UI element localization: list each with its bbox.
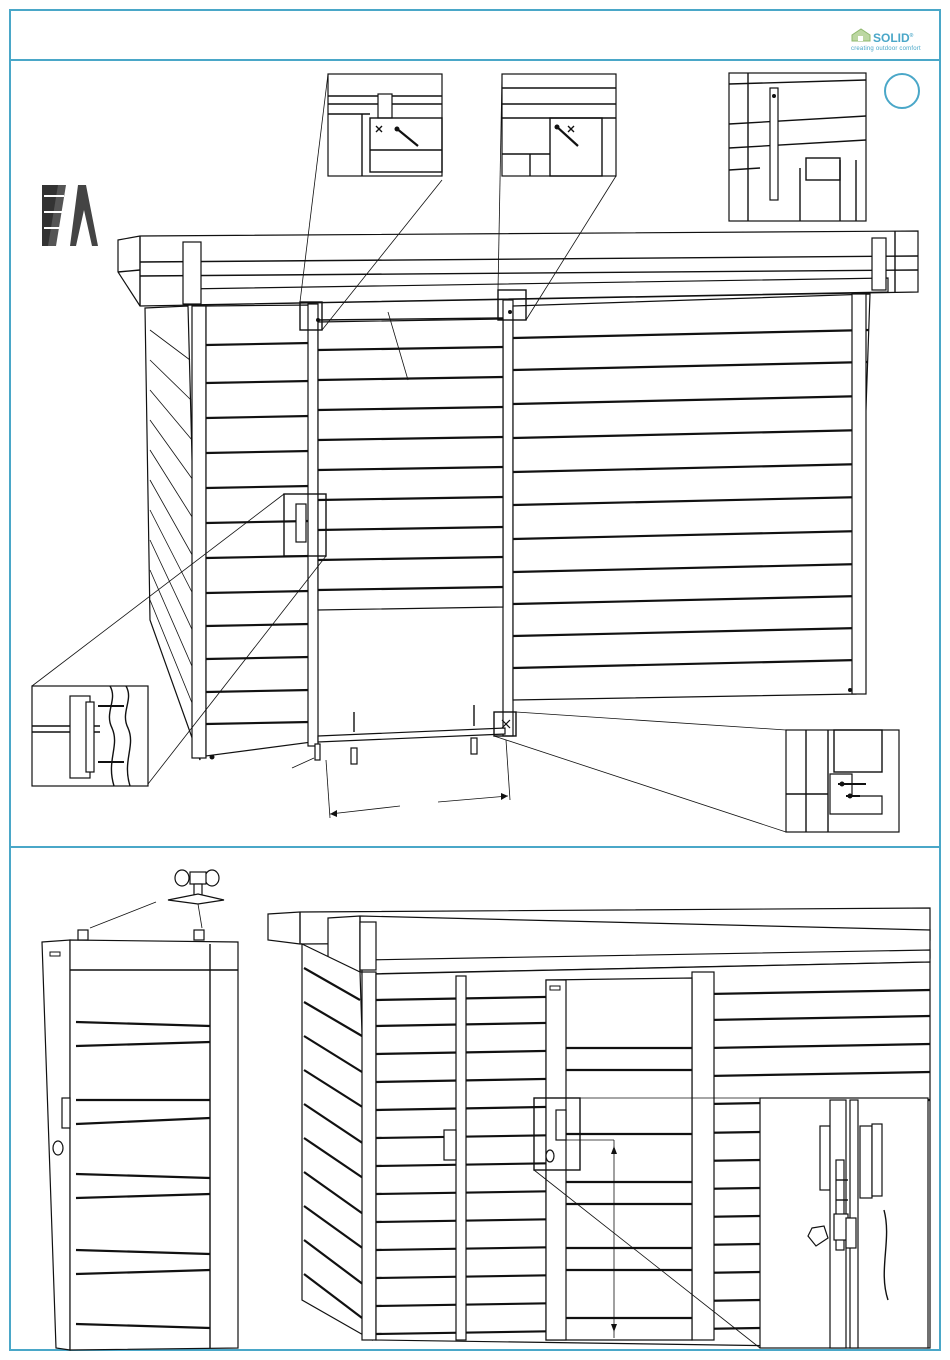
detail-bottom-bracket xyxy=(786,730,899,832)
step-circle-icon xyxy=(885,74,919,108)
detail-door-latch xyxy=(760,1098,928,1348)
house-logo-icon xyxy=(852,29,870,41)
svg-text:SOLID® xyxy=(873,31,914,45)
detail-rail-clip-left xyxy=(328,74,442,176)
detail-door-handle xyxy=(32,686,148,786)
roller-wheel-detail xyxy=(90,870,224,928)
brand-logo xyxy=(851,29,921,52)
sliding-door-panel xyxy=(42,930,238,1350)
detail-rail-clip-right xyxy=(502,74,616,176)
ladder-icon xyxy=(42,185,98,246)
brand-name: SOLID xyxy=(873,31,910,45)
detail-corner-post xyxy=(729,73,866,221)
brand-registered-mark: ® xyxy=(909,33,914,39)
brand-tagline: creating outdoor comfort xyxy=(851,46,921,52)
